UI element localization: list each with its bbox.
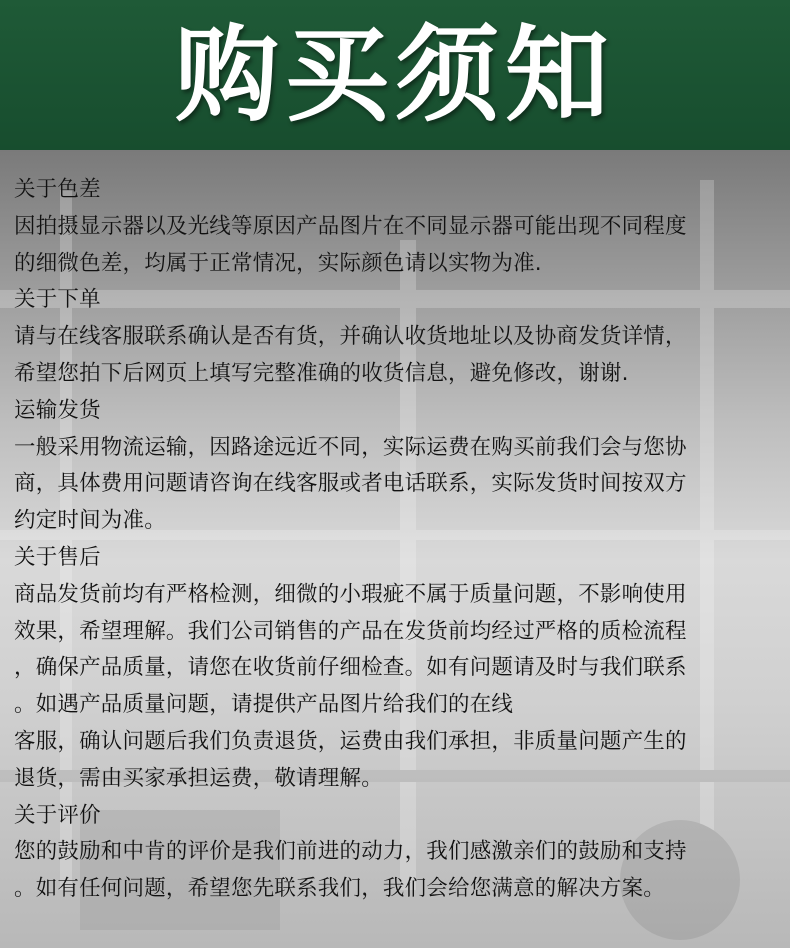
body-text: 约定时间为准。 <box>14 508 166 534</box>
section-heading: 关于评价 <box>14 802 101 828</box>
body-text: 商品发货前均有严格检测，细微的小瑕疵不属于质量问题，不影响使用 <box>14 581 687 607</box>
body-text: 。如有任何问题，希望您先联系我们，我们会给您满意的解决方案。 <box>14 876 666 902</box>
body-text: ，确保产品质量，请您在收货前仔细检查。如有问题请及时与我们联系 <box>14 655 687 681</box>
body-text: 商，具体费用问题请咨询在线客服或者电话联系，实际发货时间按双方 <box>14 471 687 497</box>
body-text: 效果，希望理解。我们公司销售的产品在发货前均经过严格的质检流程 <box>14 618 687 644</box>
section-heading: 运输发货 <box>14 397 101 423</box>
body-text: 您的鼓励和中肯的评价是我们前进的动力，我们感激亲们的鼓励和支持 <box>14 839 687 865</box>
body-text: 客服，确认问题后我们负责退货，运费由我们承担，非质量问题产生的 <box>14 728 687 754</box>
body-text: 。如遇产品质量问题，请提供产品图片给我们的在线 <box>14 692 514 718</box>
section-heading: 关于下单 <box>14 287 101 313</box>
body-text: 希望您拍下后网页上填写完整准确的收货信息，避免修改，谢谢. <box>14 360 629 386</box>
section-heading: 关于色差 <box>14 177 101 202</box>
page-title: 购买须知 <box>174 14 615 136</box>
section-heading: 关于售后 <box>14 544 101 570</box>
body-text: 的细微色差，均属于正常情况，实际颜色请以实物为准. <box>14 250 542 276</box>
body-text: 请与在线客服联系确认是否有货，并确认收货地址以及协商发货详情， <box>14 324 687 350</box>
body-text: 因拍摄显示器以及光线等原因产品图片在不同显示器可能出现不同程度 <box>14 213 687 239</box>
body-text: 一般采用物流运输，因路途远近不同，实际运费在购买前我们会与您协 <box>14 434 687 460</box>
body-text: 退货，需由买家承担运费，敬请理解。 <box>14 765 383 791</box>
